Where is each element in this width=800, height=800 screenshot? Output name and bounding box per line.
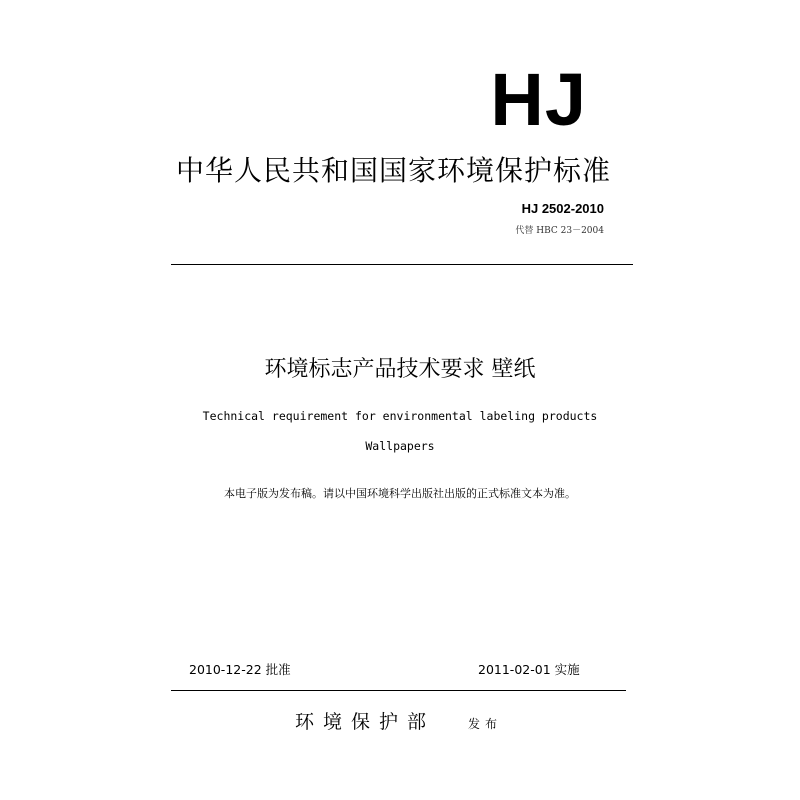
top-divider [171, 264, 633, 265]
document-subtitle-english: Wallpapers [365, 439, 435, 453]
effective-date: 2011-02-01 实施 [478, 662, 580, 677]
document-title-english: Technical requirement for environmental labeling products [202, 409, 598, 423]
replaces-standard: 代替 HBC 23－2004 [515, 226, 604, 236]
standard-type-heading: 中华人民共和国国家环境保护标准 [176, 154, 612, 187]
document-title-chinese: 环境标志产品技术要求 壁纸 [264, 357, 536, 382]
bottom-divider [171, 690, 626, 691]
approval-date: 2010-12-22 批准 [189, 662, 291, 677]
issue-label: 发布 [468, 717, 503, 731]
issuing-authority: 环境保护部 [295, 711, 436, 733]
publication-note: 本电子版为发布稿。请以中国环境科学出版社出版的正式标准文本为准。 [224, 487, 576, 500]
standard-number: HJ 2502-2010 [521, 201, 604, 216]
standard-code-logo: HJ [490, 58, 587, 141]
